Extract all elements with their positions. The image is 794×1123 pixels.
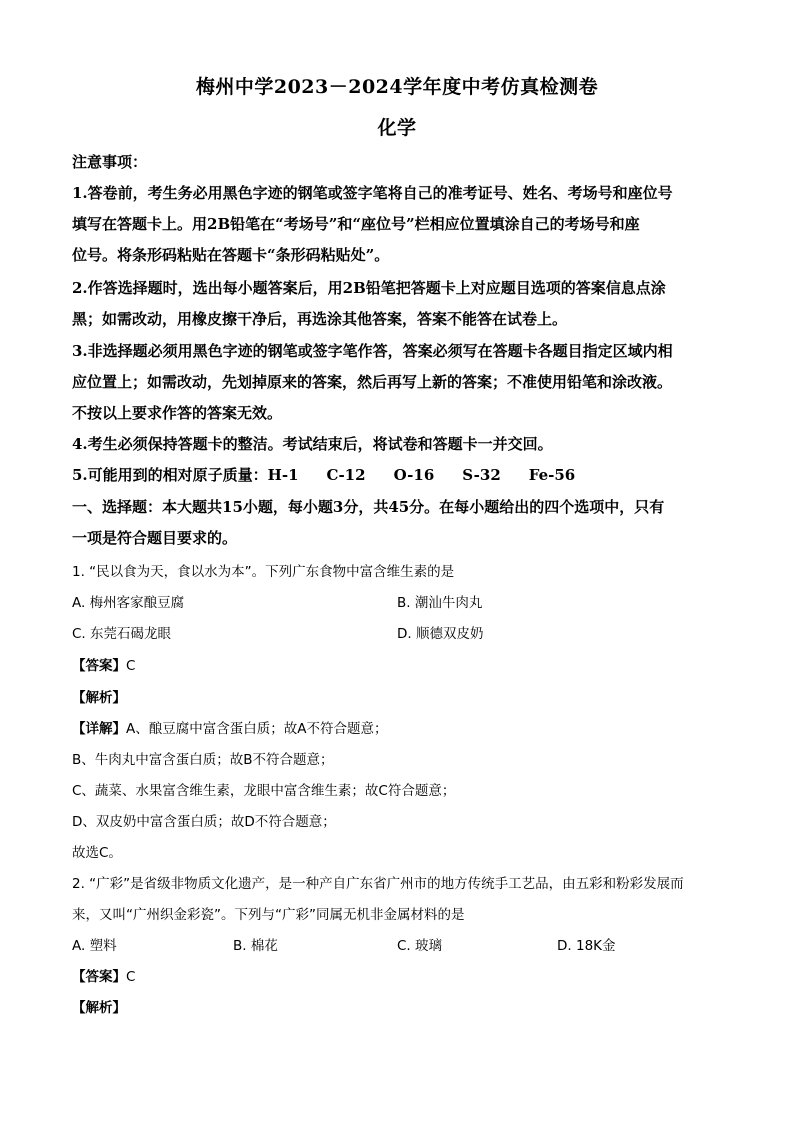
q1-detail-line-4: D、双皮奶中富含蛋白质；故D不符合题意； — [72, 814, 336, 830]
mass-c: C-12 — [326, 466, 366, 484]
subject-title: 化学 — [377, 117, 417, 139]
q1-detail-text-1: A、酿豆腐中富含蛋白质；故A不符合题意； — [126, 721, 388, 737]
notice-4: 4.考生必须保持答题卡的整洁。考试结束后，将试卷和答题卡一并交回。 — [72, 435, 553, 453]
q1-option-b: B. 潮汕牛肉丸 — [397, 595, 483, 611]
mass-h: H-1 — [267, 466, 299, 484]
q1-answer-value: C — [126, 658, 136, 674]
q2-option-b: B. 棉花 — [233, 938, 278, 954]
q1-detail-line-5: 故选C。 — [72, 845, 122, 861]
q2-answer-value: C — [126, 969, 136, 985]
q1-stem: 1. “民以食为天，食以水为本”。下列广东食物中富含维生素的是 — [72, 564, 455, 580]
q2-answer-tag: 【答案】 — [72, 969, 126, 985]
notice-2-line-1: 2.作答选择题时，选出每小题答案后，用2B铅笔把答题卡上对应题目选项的答案信息点涂 — [72, 279, 666, 297]
exam-title: 梅州中学2023－2024学年度中考仿真检测卷 — [195, 76, 599, 98]
q1-option-d: D. 顺德双皮奶 — [397, 626, 484, 642]
q2-answer — [72, 965, 135, 985]
q1-option-a: A. 梅州客家酿豆腐 — [72, 595, 185, 611]
atomic-masses — [72, 464, 575, 485]
q1-detail-line-1 — [72, 717, 387, 737]
q1-detail-tag: 【详解】 — [72, 721, 126, 737]
q1-detail-line-2: B、牛肉丸中富含蛋白质；故B不符合题意； — [72, 752, 334, 768]
q1-detail-line-3: C、蔬菜、水果富含维生素，龙眼中富含维生素；故C符合题意； — [72, 783, 456, 799]
notice-1-line-3: 位号。将条形码粘贴在答题卡“条形码粘贴处”。 — [72, 246, 390, 264]
notice-heading: 注意事项： — [72, 153, 148, 171]
notice-1-line-2: 填写在答题卡上。用2B铅笔在“考场号”和“座位号”栏相应位置填涂自己的考场号和座 — [72, 215, 640, 233]
section1-line-2: 一项是符合题目要求的。 — [72, 529, 238, 547]
mass-s: S-32 — [462, 466, 501, 484]
q1-analysis-tag: 【解析】 — [72, 690, 126, 706]
q2-stem-line-1: 2. “广彩”是省级非物质文化遗产，是一种产自广东省广州市的地方传统手工艺品，由五彩和粉彩发展而 — [72, 876, 684, 892]
q2-option-d: D. 18K金 — [557, 938, 616, 954]
notice-3-line-2: 应位置上；如需改动，先划掉原来的答案，然后再写上新的答案；不准使用铅笔和涂改液。 — [72, 373, 673, 391]
q2-stem-line-2: 来，又叫“广州织金彩瓷”。下列与“广彩”同属无机非金属材料的是 — [72, 907, 465, 923]
notice-3-line-1: 3.非选择题必须用黑色字迹的钢笔或签字笔作答，答案必须写在答题卡各题目指定区域内相 — [72, 342, 673, 360]
q1-answer — [72, 654, 135, 674]
section1-line-1: 一、选择题：本大题共15小题，每小题3分，共45分。在每小题给出的四个选项中，只有 — [72, 498, 665, 516]
atomic-masses-label: 5.可能用到的相对原子质量： — [72, 466, 268, 484]
q2-analysis-tag: 【解析】 — [72, 1000, 126, 1016]
q2-option-a: A. 塑料 — [72, 938, 117, 954]
notice-2-line-2: 黑；如需改动，用橡皮擦干净后，再选涂其他答案，答案不能答在试卷上。 — [72, 310, 568, 328]
q1-answer-tag: 【答案】 — [72, 658, 126, 674]
q1-option-c: C. 东莞石碣龙眼 — [72, 626, 172, 642]
q2-option-c: C. 玻璃 — [397, 938, 443, 954]
notice-3-line-3: 不按以上要求作答的答案无效。 — [72, 404, 283, 422]
mass-o: O-16 — [393, 466, 435, 484]
mass-fe: Fe-56 — [528, 466, 576, 484]
notice-1-line-1: 1.答卷前，考生务必用黑色字迹的钢笔或签字笔将自己的准考证号、姓名、考场号和座位号 — [72, 184, 673, 202]
